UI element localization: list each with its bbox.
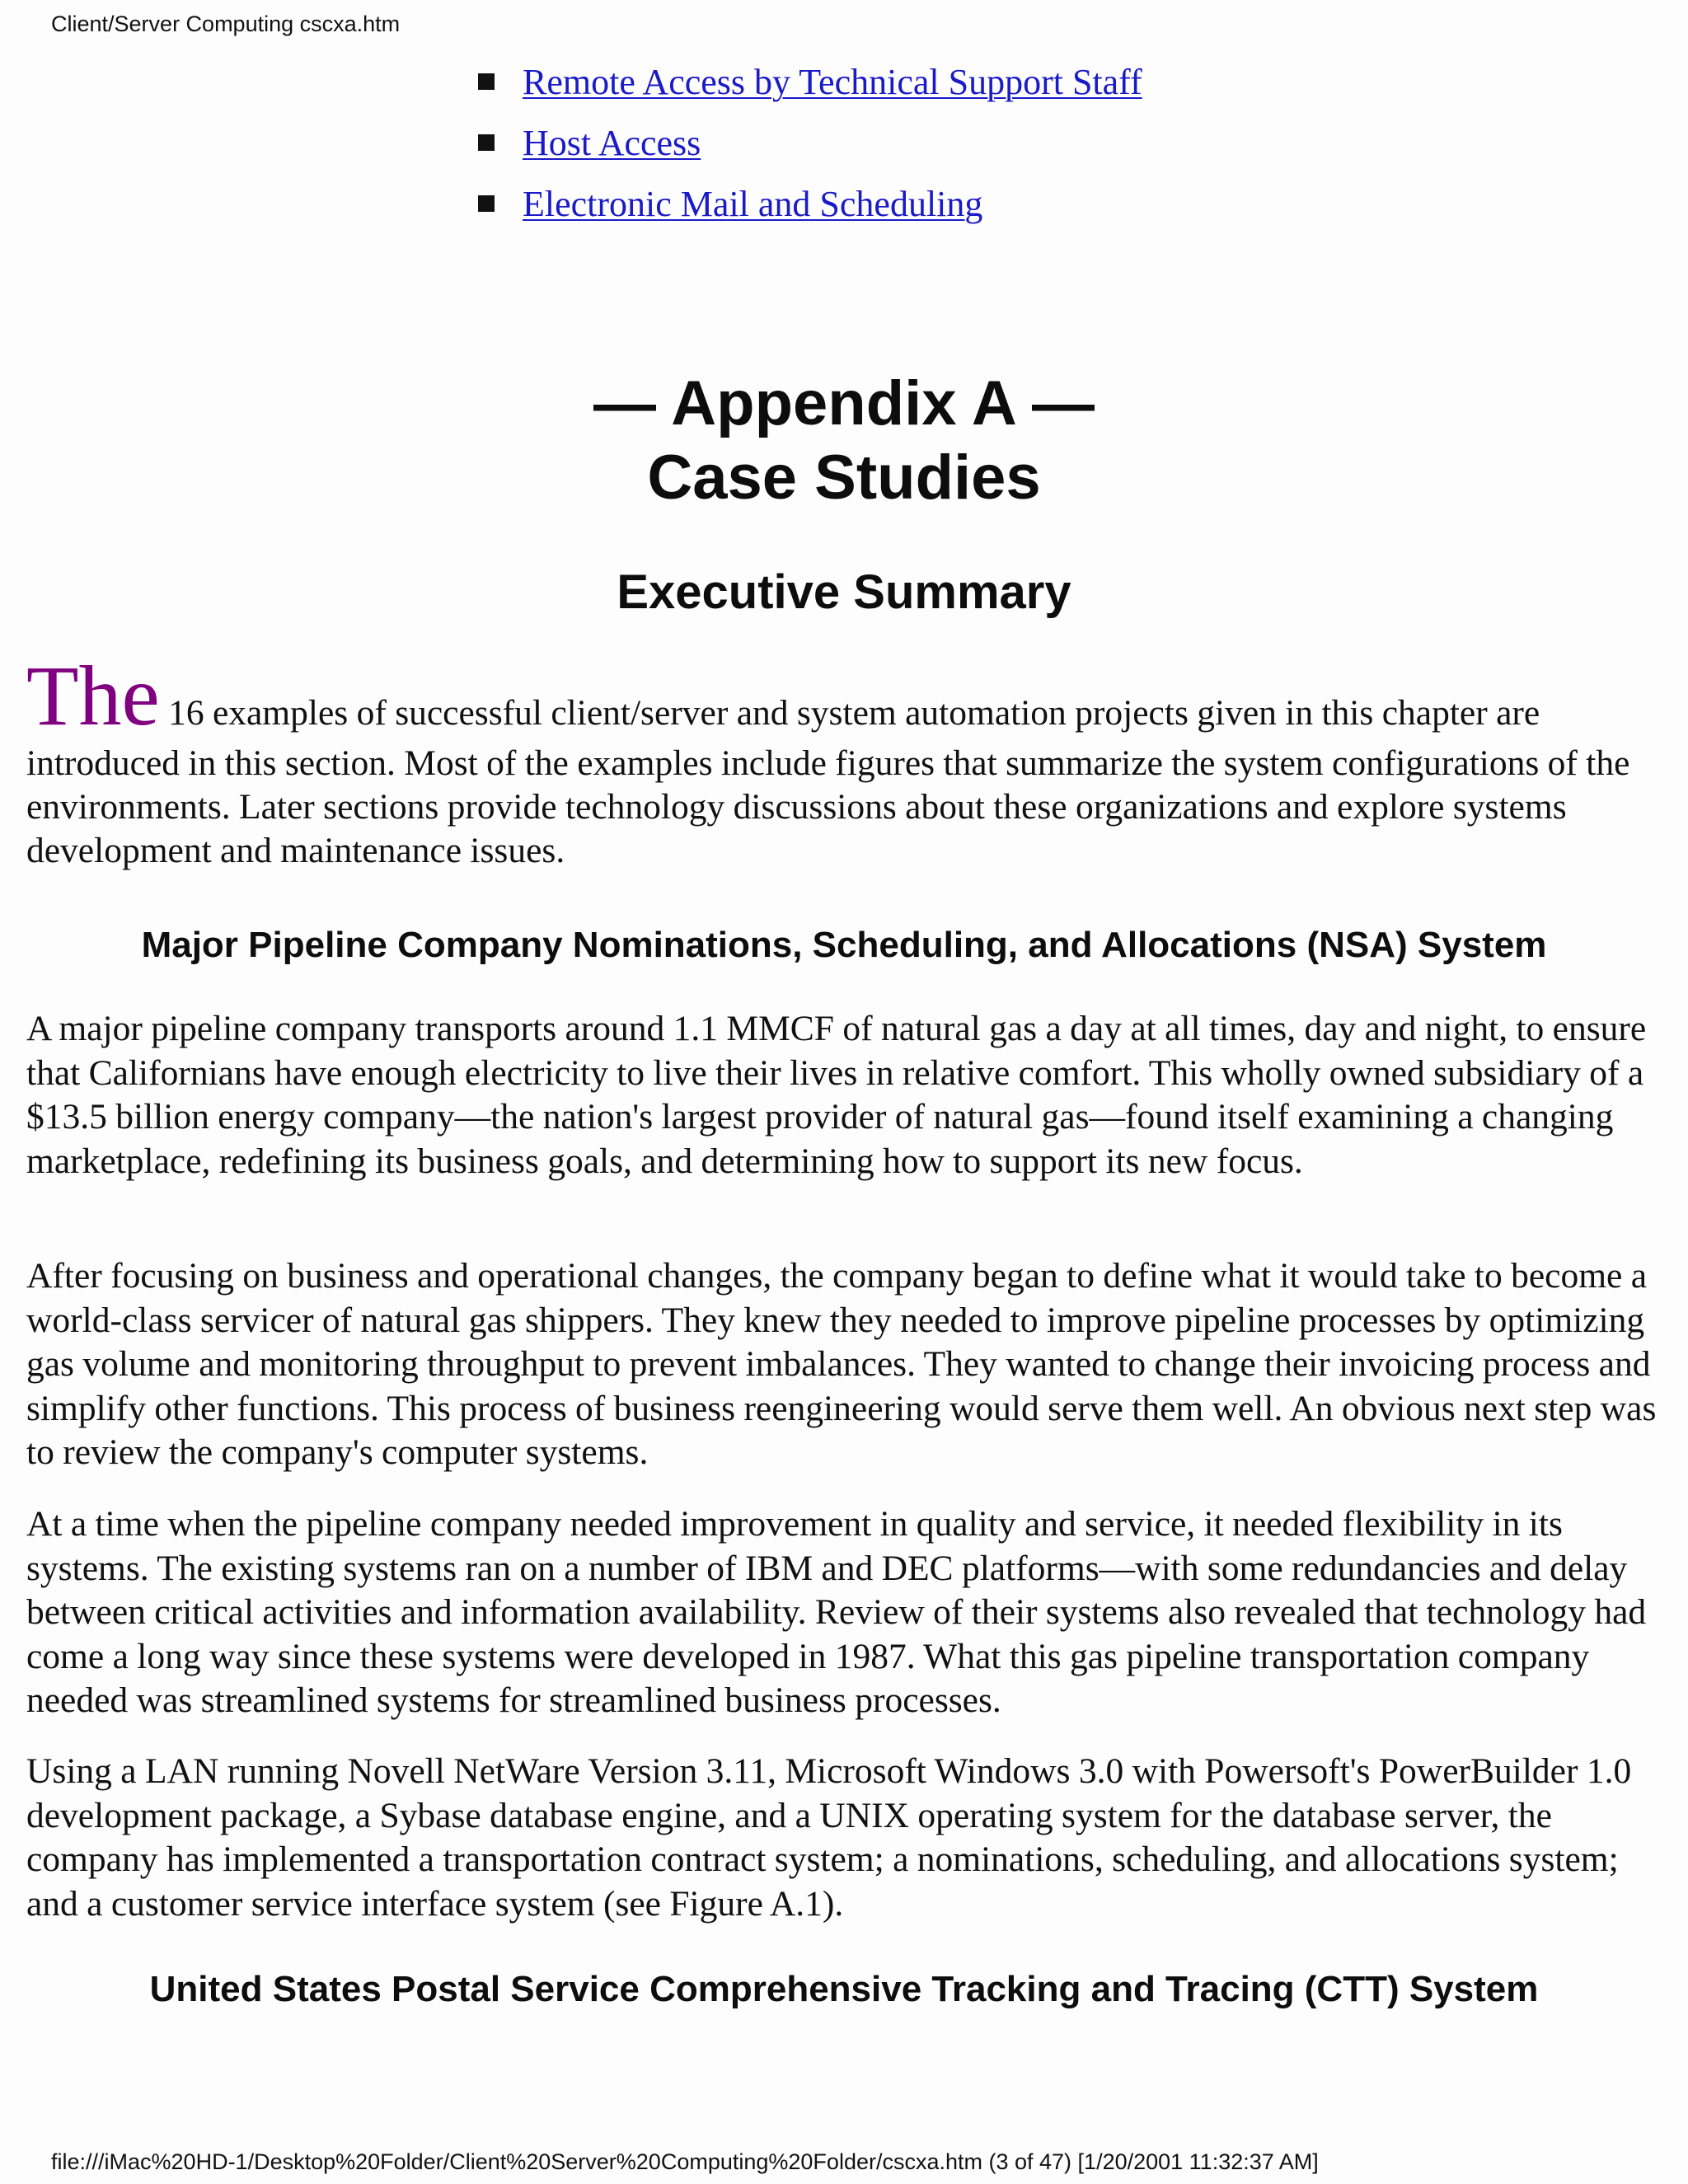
- print-header: Client/Server Computing cscxa.htm: [51, 12, 401, 36]
- toc-link-remote-access[interactable]: Remote Access by Technical Support Staff: [523, 61, 1142, 102]
- print-footer: file:///iMac%20HD-1/Desktop%20Folder/Client%20Server%20Computing%20Folder/cscxa.htm (3 of 47) [1/20/2001 11:32:37 AM]: [51, 2149, 1319, 2174]
- ctt-section-heading: United States Postal Service Comprehensive Tracking and Tracing (CTT) System: [149, 1969, 1539, 2009]
- intro-paragraph: [26, 651, 1667, 873]
- appendix-title-line2: Case Studies: [647, 443, 1041, 513]
- intro-rest-text: introduced in this section. Most of the examples include figures that summarize the system configurations of the environments. Later sections provide technology discussions about these organizations and explore systems development and maintenance issues.: [26, 743, 1630, 870]
- square-bullet-icon: [478, 73, 495, 90]
- toc-list: [478, 51, 1142, 234]
- nsa-section-heading: Major Pipeline Company Nominations, Scheduling, and Allocations (NSA) System: [141, 925, 1547, 965]
- nsa-paragraph-2: After focusing on business and operational changes, the company began to define what it would take to become a world-class servicer of natural gas shippers. They knew they needed to improve pipeline processes by optimizing gas volume and monitoring throughput to prevent imbalances. They wanted to change their invoicing process and simplify other functions. This process of business reengineering would serve them well. An obvious next step was to review the company's computer systems.: [26, 1256, 1657, 1472]
- square-bullet-icon: [478, 195, 495, 212]
- appendix-title-line1: — Appendix A —: [593, 368, 1095, 438]
- toc-link-email-scheduling[interactable]: Electronic Mail and Scheduling: [523, 183, 983, 224]
- toc-item: [478, 112, 1142, 173]
- nsa-paragraph-3: At a time when the pipeline company needed improvement in quality and service, it needed flexibility in its systems. The existing systems ran on a number of IBM and DEC platforms—with some redundancies and delay between critical activities and information availability. Review of their systems also revealed that technology had come a long way since these systems were developed in 1987. What this gas pipeline transportation company needed was streamlined systems for streamlined business processes.: [26, 1504, 1647, 1720]
- toc-item: [478, 173, 1142, 234]
- nsa-paragraph-1: A major pipeline company transports around 1.1 MMCF of natural gas a day at all times, day and night, to ensure that Californians have enough electricity to live their lives in relative comfort. This wholly owned subsidiary of a $13.5 billion energy company—the nation's largest provider of natural gas—found itself examining a changing marketplace, redefining its business goals, and determining how to support its new focus.: [26, 1009, 1647, 1181]
- intro-first-line: [26, 651, 1667, 742]
- toc-link-host-access[interactable]: Host Access: [523, 122, 701, 163]
- intro-first-line-text: 16 examples of successful client/server and system automation projects given in this chapter are: [159, 693, 1540, 733]
- appendix-title: [0, 367, 1688, 515]
- square-bullet-icon: [478, 134, 495, 151]
- executive-summary-heading: Executive Summary: [617, 565, 1071, 619]
- toc-item: [478, 51, 1142, 112]
- dropcap: The: [26, 649, 160, 743]
- nsa-paragraph-4: Using a LAN running Novell NetWare Version 3.11, Microsoft Windows 3.0 with Powersoft's PowerBuilder 1.0 development package, a Sybase database engine, and a UNIX operating system for the database server, the company has implemented a transportation contract system; a nominations, scheduling, and allocations system; and a customer service interface system (see Figure A.1).: [26, 1751, 1632, 1924]
